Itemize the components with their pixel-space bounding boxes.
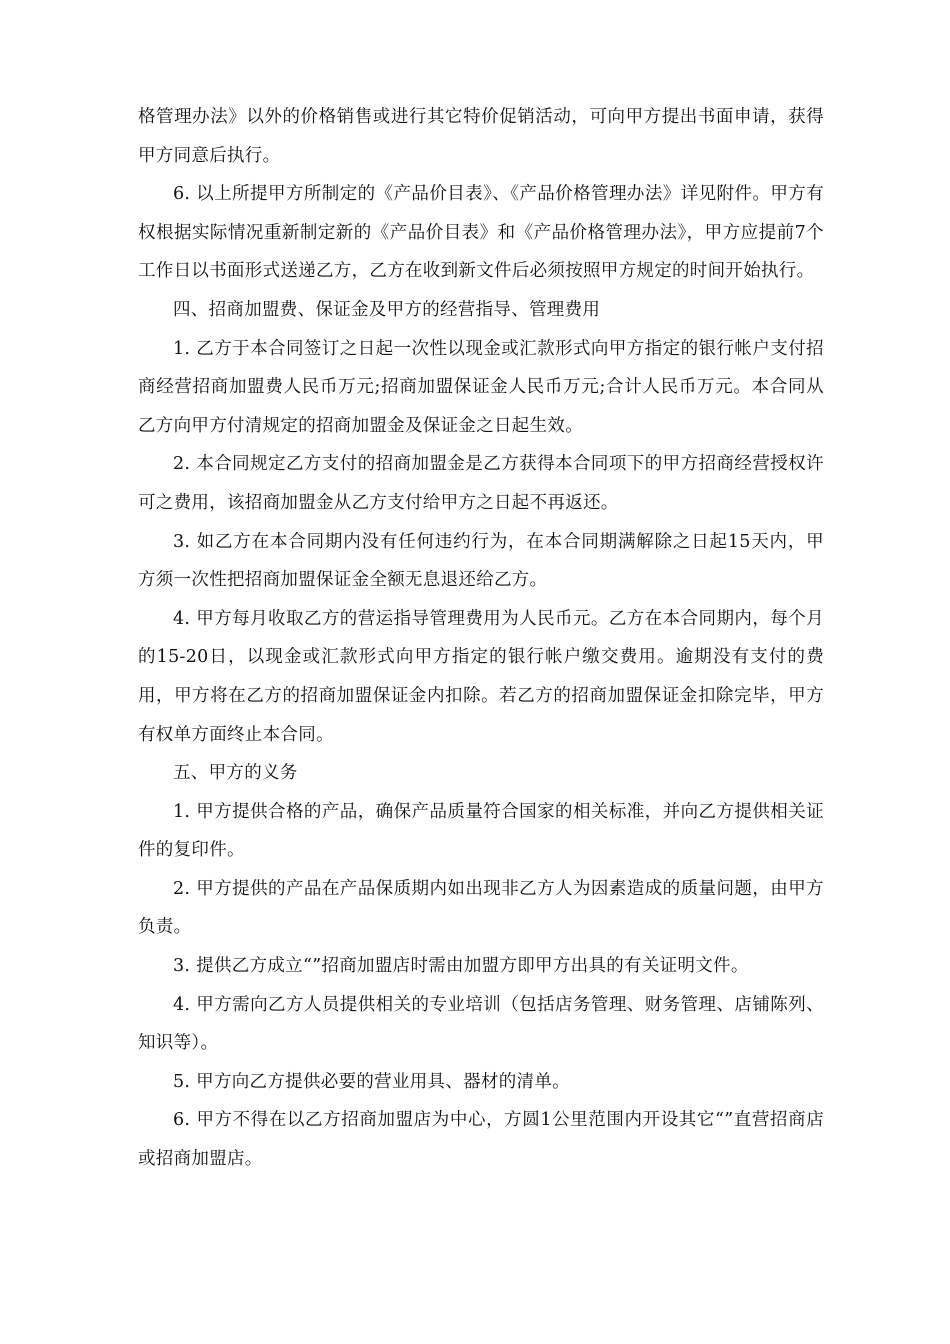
paragraph-clause-5-6: 6. 甲方不得在以乙方招商加盟店为中心，方圆1公里范围内开设其它“”直营招商店或招商加盟店。 (138, 1110, 824, 1170)
section-heading-5: 五、甲方的义务 (173, 763, 298, 784)
paragraph-clause-4-4: 4. 甲方每月收取乙方的营运指导管理费用为人民币元。乙方在本合同期内，每个月的15-20日，以现金或汇款形式向甲方指定的银行帐户缴交费用。逾期没有支付的费用，甲方将在乙方的招商加盟保证金内扣除。若乙方的招商加盟保证金扣除完毕，甲方有权单方面终止本合同。 (138, 608, 824, 745)
document-body (138, 98, 824, 1179)
paragraph-clause-4-2: 2. 本合同规定乙方支付的招商加盟金是乙方获得本合同项下的甲方招商经营授权许可之费用，该招商加盟金从乙方支付给甲方之日起不再返还。 (138, 454, 824, 513)
paragraph-clause-3-6: 6. 以上所提甲方所制定的《产品价目表》、《产品价格管理办法》详见附件。甲方有权根据实际情况重新制定新的《产品价目表》和《产品价格管理办法》，甲方应提前7个工作日以书面形式送递乙方，乙方在收到新文件后必须按照甲方规定的时间开始执行。 (138, 184, 824, 282)
paragraph-continuation: 格管理办法》以外的价格销售或进行其它特价促销活动，可向甲方提出书面申请，获得甲方同意后执行。 (138, 107, 824, 166)
paragraph-clause-5-3: 3. 提供乙方成立“”招商加盟店时需由加盟方即甲方出具的有关证明文件。 (173, 956, 749, 977)
paragraph-clause-5-1: 1. 甲方提供合格的产品，确保产品质量符合国家的相关标准，并向乙方提供相关证件的复印件。 (138, 801, 824, 861)
paragraph-clause-5-4: 4. 甲方需向乙方人员提供相关的专业培训（包括店务管理、财务管理、店铺陈列、知识等）。 (138, 994, 824, 1054)
paragraph-clause-4-1: 1. 乙方于本合同签订之日起一次性以现金或汇款形式向甲方指定的银行帐户支付招商经营招商加盟费人民币万元;招商加盟保证金人民币万元;合计人民币万元。本合同从乙方向甲方付清规定的招商加盟金及保证金之日起生效。 (138, 338, 824, 436)
paragraph-clause-5-2: 2. 甲方提供的产品在产品保质期内如出现非乙方人为因素造成的质量问题，由甲方负责。 (138, 878, 824, 938)
paragraph-clause-4-3: 3. 如乙方在本合同期内没有任何违约行为，在本合同期满解除之日起15天内，甲方须一次性把招商加盟保证金全额无息退还给乙方。 (138, 531, 824, 591)
section-heading-4: 四、招商加盟费、保证金及甲方的经营指导、管理费用 (173, 299, 601, 320)
paragraph-clause-5-5: 5. 甲方向乙方提供必要的营业用具、器材的清单。 (173, 1071, 570, 1092)
